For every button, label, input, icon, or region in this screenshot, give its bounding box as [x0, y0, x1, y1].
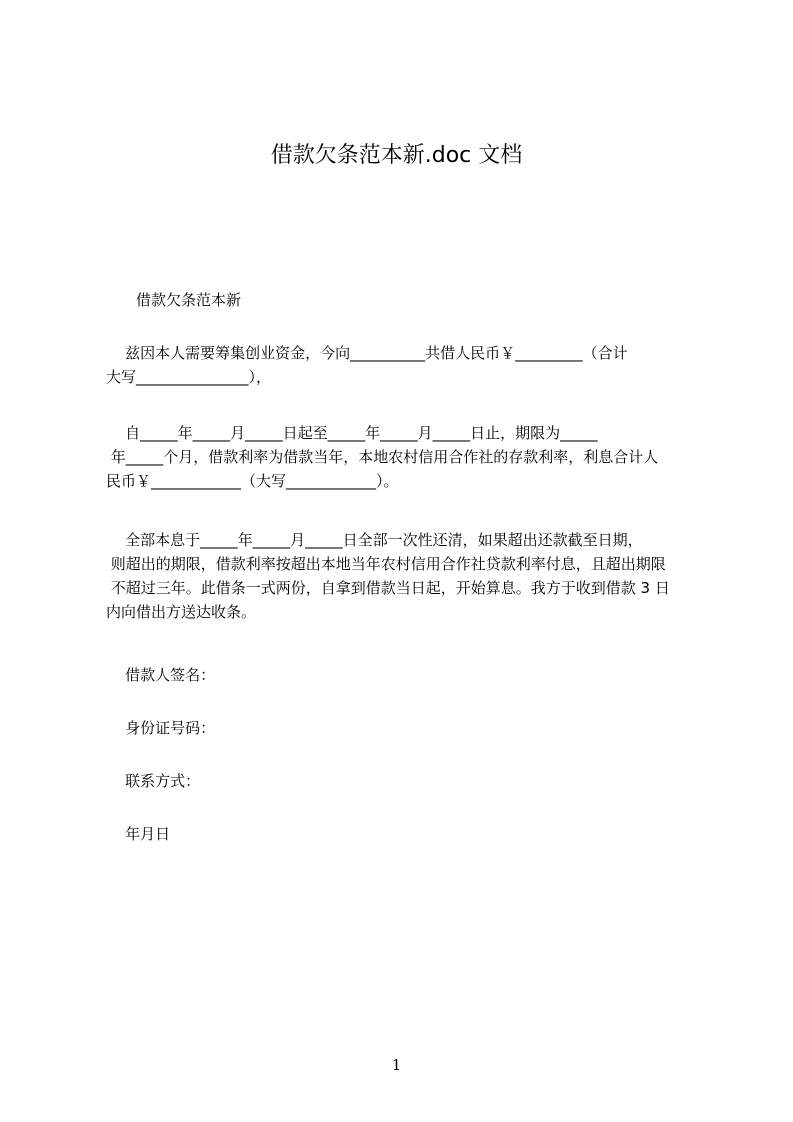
section-heading [106, 288, 706, 312]
paragraph-line: 民币￥____________（大写____________）。 [106, 472, 399, 490]
paragraph-loan-term [106, 421, 706, 493]
page-number: 1 [391, 1056, 402, 1074]
paragraph-line: 年_____个月，借款利率为借款当年，本地农村信用合作社的存款利率，利息合计人 [106, 448, 659, 466]
paragraph-line: 不超过三年。此借条一式两份，自拿到借款当日起，开始算息。我方于收到借款 3 日 [106, 579, 670, 597]
contact-label [106, 769, 706, 793]
paragraph-line: 大写_______________）， [106, 368, 272, 386]
heading-line: 借款欠条范本新 [136, 291, 242, 309]
paragraph-line: 内向借出方送达收条。 [106, 603, 257, 621]
paragraph-line: 则超出的期限，借款利率按超出本地当年农村信用合作社贷款利率付息，且超出期限 [106, 555, 666, 573]
id-number-label [106, 716, 706, 740]
paragraph-line: 兹因本人需要筹集创业资金，今向__________共借人民币￥_________（合计 [106, 344, 628, 362]
paragraph-repayment [106, 528, 706, 624]
borrower-signature-label [106, 663, 706, 687]
paragraph-loan-purpose [106, 341, 706, 389]
id-number-line: 身份证号码： [106, 719, 216, 737]
document-title: 借款欠条范本新.doc 文档 [270, 143, 523, 168]
date-label [106, 822, 706, 846]
contact-line: 联系方式： [106, 772, 201, 790]
paragraph-line: 自_____年_____月_____日起至_____年_____月_____日止，期限为_____ [106, 424, 598, 442]
paragraph-line: 全部本息于_____年_____月_____日全部一次性还清，如果超出还款截至日期， [106, 531, 643, 549]
signature-line: 借款人签名： [106, 666, 216, 684]
date-line: 年月日 [106, 825, 171, 843]
